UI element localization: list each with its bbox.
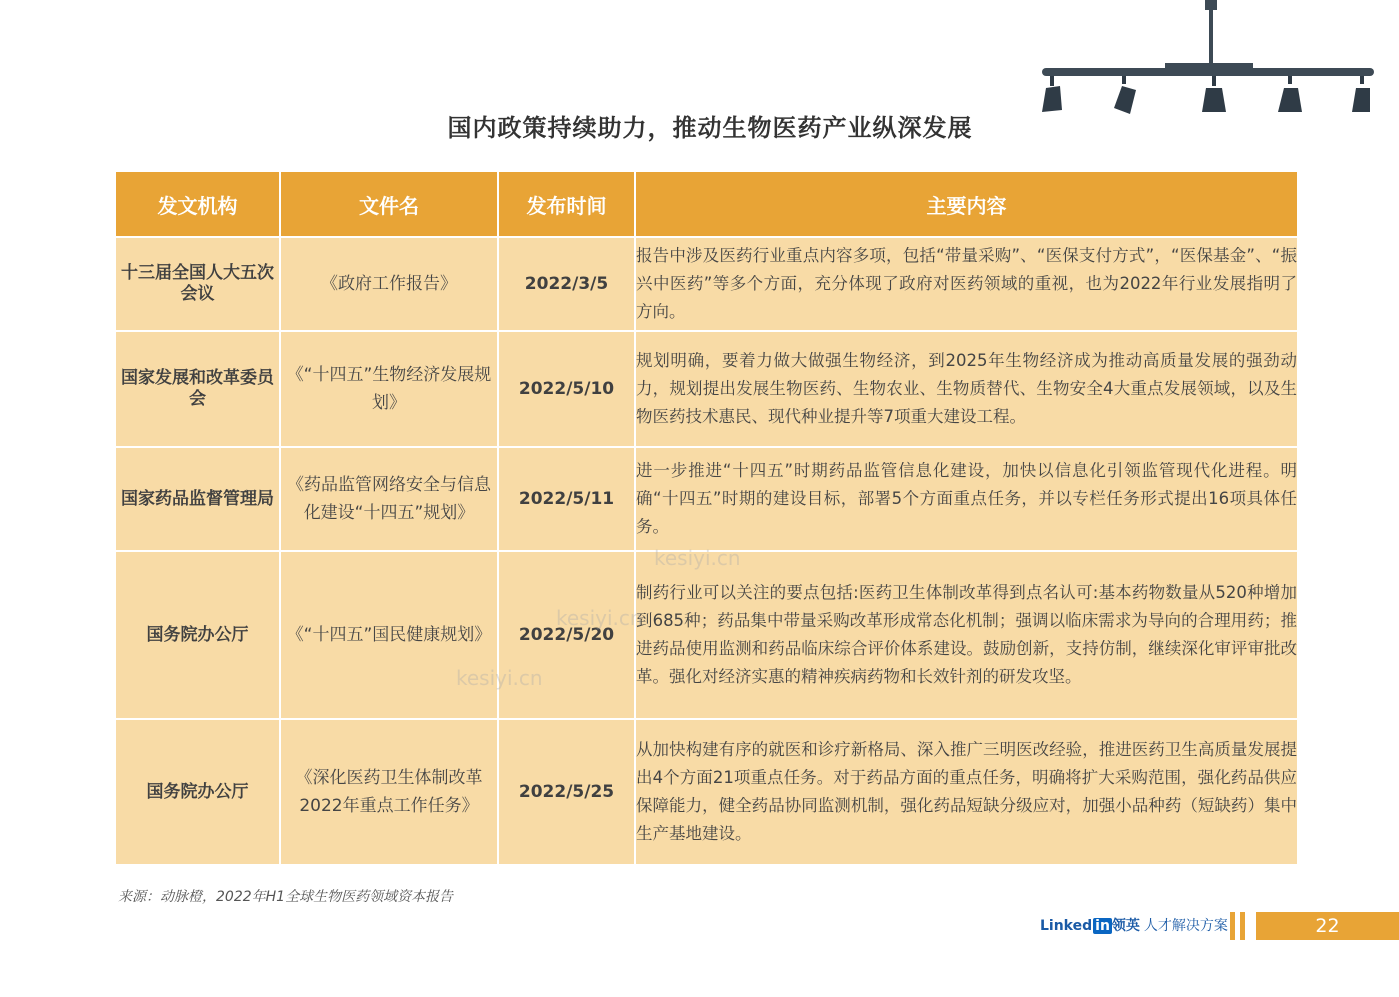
header-date: 发布时间: [498, 171, 635, 237]
content-cell: 从加快构建有序的就医和诊疗新格局、深入推广三明医改经验，推进医药卫生高质量发展提出4个方面21项重点任务。对于药品方面的重点任务，明确将扩大采购范围，强化药品供应保障能力，健全药品协同监测机制，强化药品短缺分级应对，加强小品种药（短缺药）集中生产基地建设。: [635, 719, 1298, 865]
date-cell: 2022/5/20: [498, 551, 635, 719]
watermark-text: kesiyi.cn: [654, 546, 741, 570]
date-cell: 2022/3/5: [498, 237, 635, 331]
table-row: [115, 237, 1298, 331]
table-header-row: [115, 171, 1298, 237]
doc-cell: 《药品监管网络安全与信息化建设“十四五”规划》: [280, 447, 498, 551]
table-row: [115, 719, 1298, 865]
content-cell: 报告中涉及医药行业重点内容多项，包括“带量采购”、“医保支付方式”，“医保基金”、“振兴中医药”等多个方面，充分体现了政府对医药领域的重视，也为2022年行业发展指明了方向。: [635, 237, 1298, 331]
org-cell: 十三届全国人大五次会议: [115, 237, 280, 331]
header-org: 发文机构: [115, 171, 280, 237]
brand-linked: Linked: [1040, 918, 1093, 934]
page-title: 国内政策持续助力，推动生物医药产业纵深发展: [447, 114, 973, 142]
doc-cell: 《深化医药卫生体制改革2022年重点工作任务》: [280, 719, 498, 865]
table-row: [115, 551, 1298, 719]
org-cell: 国务院办公厅: [115, 551, 280, 719]
doc-cell: 《“十四五”生物经济发展规划》: [280, 331, 498, 447]
footer-bars-icon: [1230, 912, 1252, 940]
watermark-text: kesiyi.cn: [556, 606, 643, 630]
doc-cell: 《政府工作报告》: [280, 237, 498, 331]
org-cell: 国家药品监督管理局: [115, 447, 280, 551]
header-content: 主要内容: [635, 171, 1298, 237]
content-cell: 制药行业可以关注的要点包括:医药卫生体制改革得到点名认可:基本药物数量从520种增加到685种；药品集中带量采购改革形成常态化机制；强调以临床需求为导向的合理用药；推进药品使用监测和药品临床综合评价体系建设。鼓励创新，支持仿制，继续深化审评审批改革。强化对经济实惠的精神疾病药物和长效针剂的研发攻坚。: [635, 551, 1298, 719]
date-cell: 2022/5/11: [498, 447, 635, 551]
date-cell: 2022/5/10: [498, 331, 635, 447]
watermark-text: kesiyi.cn: [456, 666, 543, 690]
date-cell: 2022/5/25: [498, 719, 635, 865]
content-cell: 进一步推进“十四五”时期药品监管信息化建设，加快以信息化引领监管现代化进程。明确“十四五”时期的建设目标，部署5个方面重点任务，并以专栏任务形式提出16项具体任务。: [635, 447, 1298, 551]
linkedin-logo: [1040, 915, 1228, 935]
table-row: [115, 447, 1298, 551]
header-doc: 文件名: [280, 171, 498, 237]
source-note: 来源：动脉橙，2022年H1全球生物医药领域资本报告: [118, 889, 454, 905]
org-cell: 国家发展和改革委员会: [115, 331, 280, 447]
brand-sub: 人才解决方案: [1143, 918, 1228, 934]
doc-cell: 《“十四五”国民健康规划》: [280, 551, 498, 719]
org-cell: 国务院办公厅: [115, 719, 280, 865]
brand-cn: 领英: [1111, 918, 1140, 934]
page-number: 22: [1256, 912, 1399, 940]
table-row: [115, 331, 1298, 447]
policy-table: [114, 170, 1299, 866]
content-cell: 规划明确，要着力做大做强生物经济，到2025年生物经济成为推动高质量发展的强劲动力，规划提出发展生物医药、生物农业、生物质替代、生物安全4大重点发展领域，以及生物医药技术惠民、现代种业提升等7项重大建设工程。: [635, 331, 1298, 447]
brand-in: in: [1095, 918, 1110, 934]
